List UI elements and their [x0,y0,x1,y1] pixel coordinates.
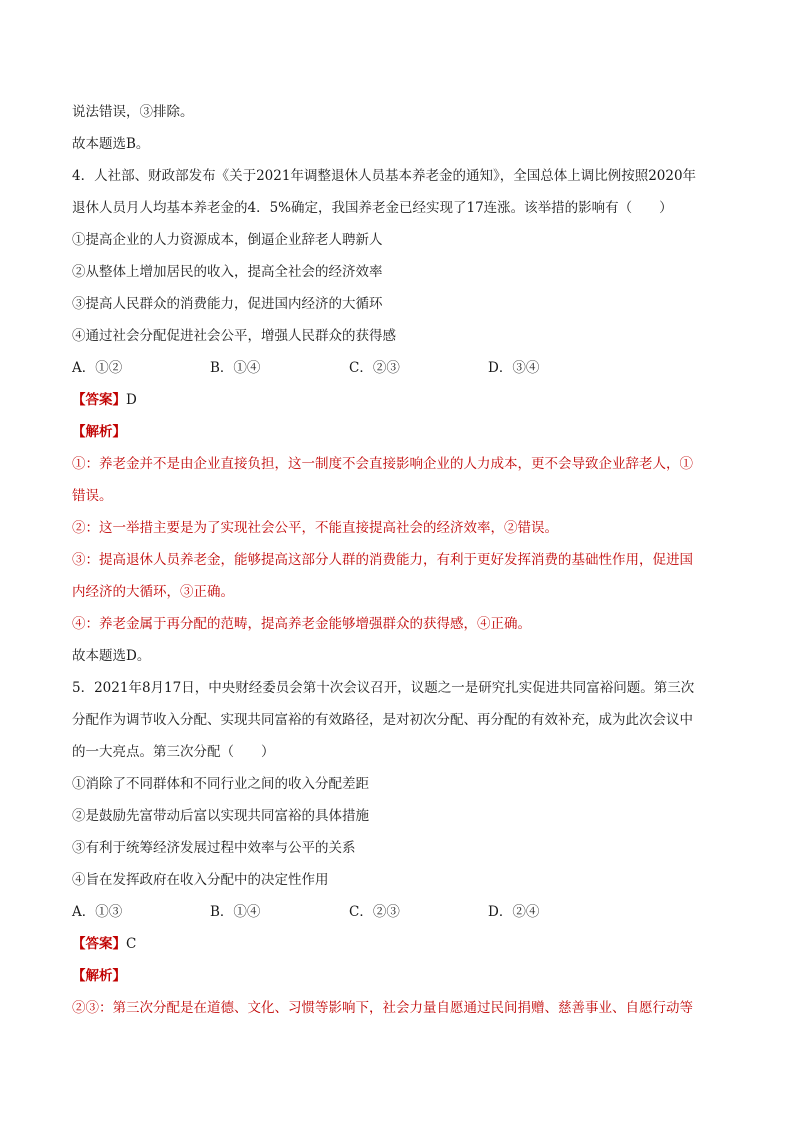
q4-stem-line-2: 退休人员月人均基本养老金的4．5%确定，我国养老金已经实现了17连涨。该举措的影响有（ ） [72,200,673,216]
q5-choice-a: A．①③ [72,904,123,920]
q4-item-2: ②从整体上增加居民的收入，提高全社会的经济效率 [72,264,383,280]
q5-stem-line-1: 5．2021年8月17日，中央财经委员会第十次会议召开，议题之一是研究扎实促进共同富裕问题。第三次 [72,680,695,696]
previous-analysis-tail: 说法错误，③排除。 [72,104,194,120]
q4-analysis-line-3: ②：这一举措主要是为了实现社会公平，不能直接提高社会的经济效率，②错误。 [72,520,558,536]
q4-item-3: ③提高人民群众的消费能力，促进国内经济的大循环 [72,296,383,312]
q4-analysis-line-5: 内经济的大循环，③正确。 [72,584,234,600]
q5-choice-c: C．②③ [349,904,400,920]
q4-item-4: ④通过社会分配促进社会公平，增强人民群众的获得感 [72,328,396,344]
q5-stem-line-3: 的一大亮点。第三次分配（ ） [72,744,275,760]
q4-analysis-line-1: ①：养老金并不是由企业直接负担，这一制度不会直接影响企业的人力成本，更不会导致企业辞老人，① [72,456,693,472]
q4-conclusion: 故本题选D。 [72,648,151,664]
q4-answer-label: 【答案】 [72,392,126,408]
q5-choice-d: D．②④ [488,904,540,920]
q4-analysis-line-4: ③：提高退休人员养老金，能够提高这部分人群的消费能力，有利于更好发挥消费的基础性作用，促进国 [72,552,693,568]
q5-analysis-line-1: ②③：第三次分配是在道德、文化、习惯等影响下，社会力量自愿通过民间捐赠、慈善事业、自愿行动等 [72,1000,693,1016]
q4-analysis-line-2: 错误。 [72,488,113,504]
q4-stem-line-1: 4．人社部、财政部发布《关于2021年调整退休人员基本养老金的通知》，全国总体上调比例按照2020年 [72,168,697,184]
q4-analysis-label [72,422,722,442]
q5-item-4: ④旨在发挥政府在收入分配中的决定性作用 [72,872,329,888]
q5-item-3: ③有利于统筹经济发展过程中效率与公平的关系 [72,840,356,856]
q4-choice-a: A．①② [72,360,123,376]
q4-analysis-line-6: ④：养老金属于再分配的范畴，提高养老金能够增强群众的获得感，④正确。 [72,616,531,632]
q5-analysis-label [72,966,722,986]
q4-choice-b: B．①④ [210,360,261,376]
q5-answer [72,934,722,954]
q4-choice-d: D．③④ [488,360,540,376]
previous-conclusion: 故本题选B。 [72,136,150,152]
q4-analysis-heading: 【解析】 [72,424,126,440]
q5-stem-line-2: 分配作为调节收入分配、实现共同富裕的有效路径，是对初次分配、再分配的有效补充，成为此次会议中 [72,712,693,728]
q4-answer [72,390,722,410]
q5-analysis-heading: 【解析】 [72,968,126,984]
q5-answer-value: C [126,936,137,952]
q4-choice-c: C．②③ [349,360,400,376]
q5-item-2: ②是鼓励先富带动后富以实现共同富裕的具体措施 [72,808,369,824]
q5-item-1: ①消除了不同群体和不同行业之间的收入分配差距 [72,776,369,792]
q4-answer-value: D [126,392,137,408]
q4-item-1: ①提高企业的人力资源成本，倒逼企业辞老人聘新人 [72,232,383,248]
q5-choice-b: B．①④ [210,904,261,920]
q5-answer-label: 【答案】 [72,936,126,952]
